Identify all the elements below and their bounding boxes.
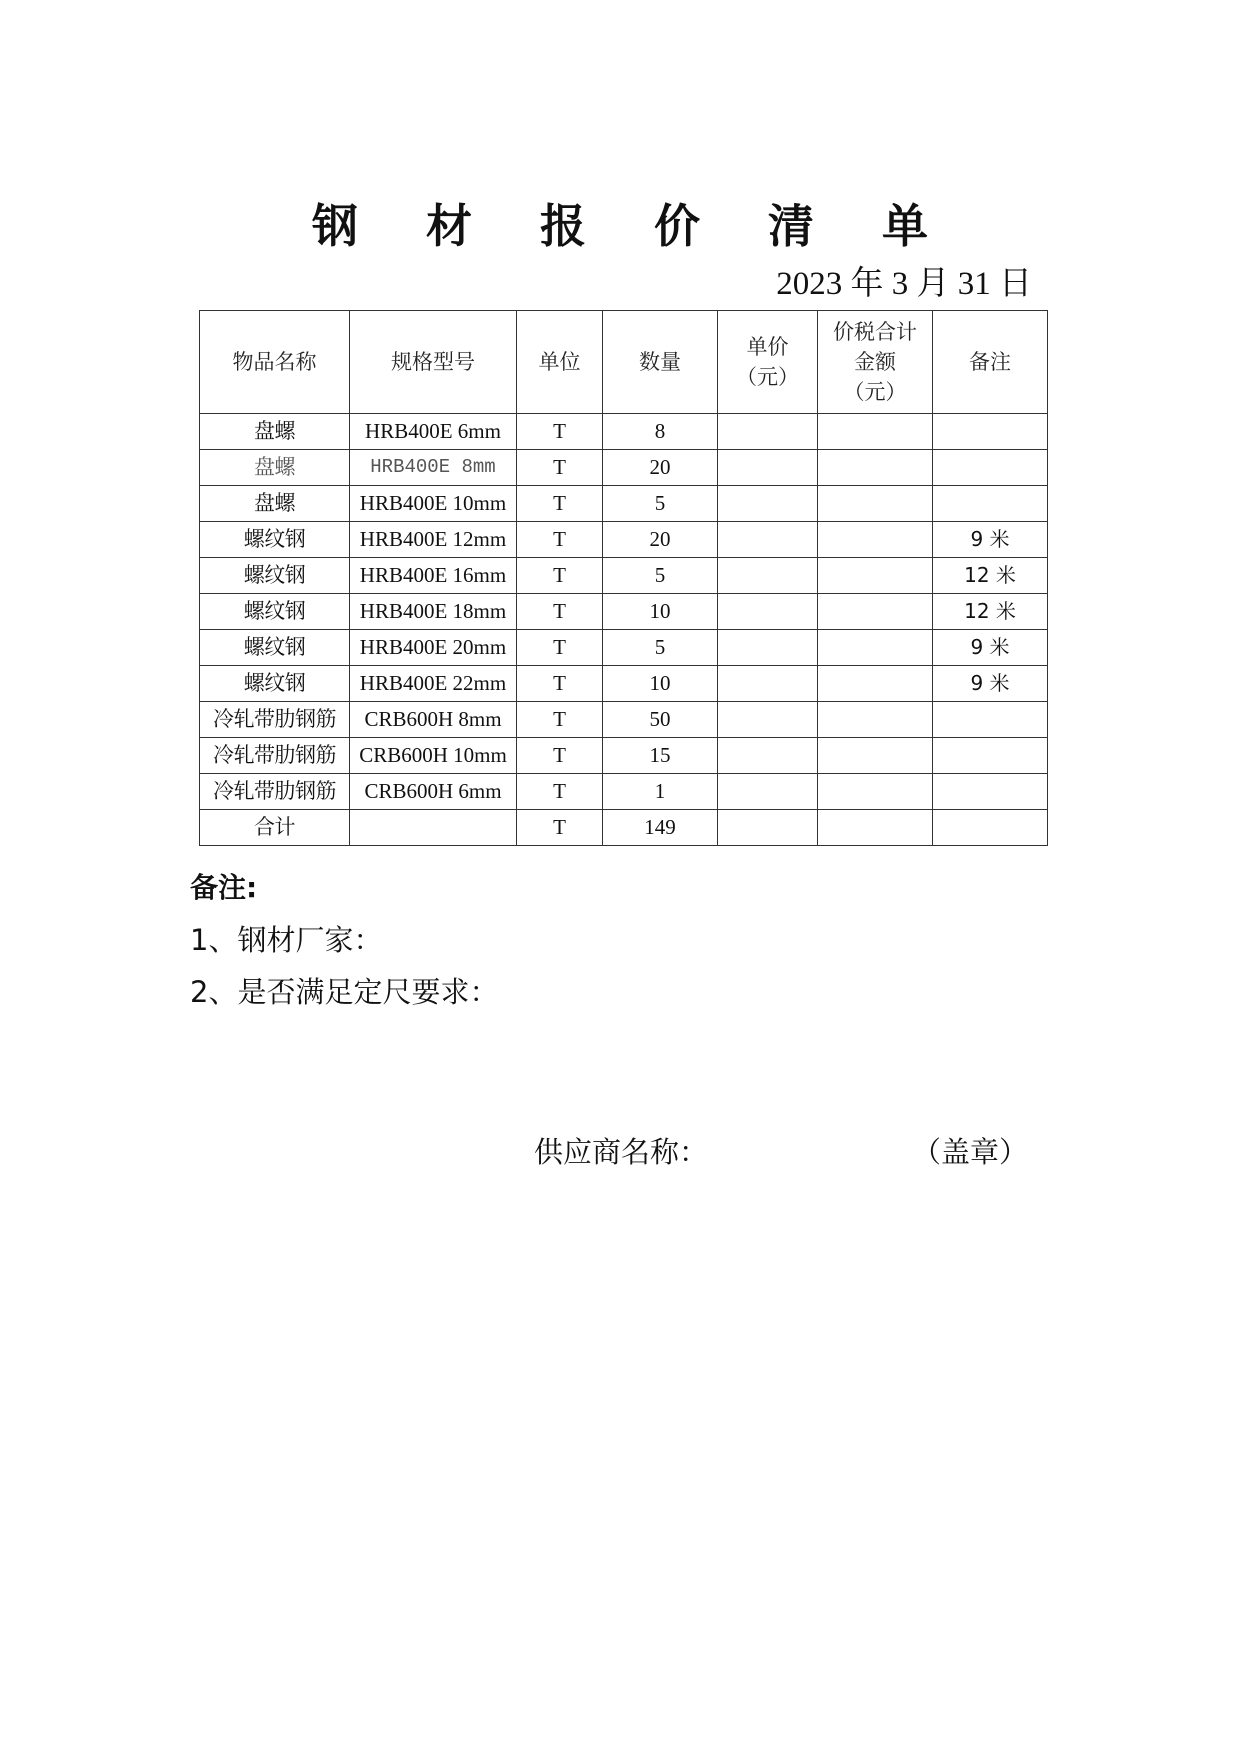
cell-unit: T [517, 594, 603, 630]
cell-name: 盘螺 [200, 486, 350, 522]
cell-remark: 12 米 [933, 558, 1048, 594]
header-total-line1: 价税合计 [833, 320, 917, 344]
cell-spec: HRB400E 10mm [350, 486, 517, 522]
cell-spec: HRB400E 22mm [350, 666, 517, 702]
cell-spec: HRB400E 12mm [350, 522, 517, 558]
cell-total [818, 738, 933, 774]
header-price-line2: （元） [736, 365, 799, 389]
remark-manufacturer: 1、钢材厂家： [190, 923, 383, 957]
cell-spec: HRB400E 16mm [350, 558, 517, 594]
cell-remark: 9 米 [933, 666, 1048, 702]
total-unit: T [517, 810, 603, 846]
cell-qty: 20 [603, 450, 718, 486]
cell-unit: T [517, 702, 603, 738]
total-amount [818, 810, 933, 846]
cell-name: 冷轧带肋钢筋 [200, 738, 350, 774]
cell-spec: HRB400E 18mm [350, 594, 517, 630]
cell-price [718, 738, 818, 774]
cell-unit: T [517, 630, 603, 666]
table-row [200, 522, 1048, 558]
cell-total [818, 558, 933, 594]
cell-unit: T [517, 450, 603, 486]
cell-qty: 5 [603, 558, 718, 594]
cell-remark [933, 414, 1048, 450]
table-row [200, 594, 1048, 630]
table-row [200, 630, 1048, 666]
cell-remark [933, 738, 1048, 774]
header-name: 物品名称 [200, 311, 350, 414]
cell-total [818, 450, 933, 486]
remark-fixed-length: 2、是否满足定尺要求： [190, 975, 499, 1009]
cell-spec: CRB600H 10mm [350, 738, 517, 774]
cell-remark: 12 米 [933, 594, 1048, 630]
cell-total [818, 594, 933, 630]
table-header-row [200, 311, 1048, 414]
cell-total [818, 414, 933, 450]
cell-spec: CRB600H 8mm [350, 702, 517, 738]
table-row [200, 666, 1048, 702]
table-row [200, 558, 1048, 594]
table-row [200, 774, 1048, 810]
cell-remark [933, 486, 1048, 522]
table-row [200, 414, 1048, 450]
cell-unit: T [517, 486, 603, 522]
cell-spec: CRB600H 6mm [350, 774, 517, 810]
cell-remark: 9 米 [933, 630, 1048, 666]
cell-name: 螺纹钢 [200, 594, 350, 630]
cell-total [818, 630, 933, 666]
cell-price [718, 414, 818, 450]
cell-qty: 10 [603, 594, 718, 630]
document-date: 2023 年 3 月 31 日 [776, 266, 1032, 302]
cell-name: 螺纹钢 [200, 522, 350, 558]
header-price [718, 311, 818, 414]
cell-qty: 8 [603, 414, 718, 450]
cell-qty: 15 [603, 738, 718, 774]
table-row [200, 738, 1048, 774]
cell-unit: T [517, 666, 603, 702]
header-remark: 备注 [933, 311, 1048, 414]
cell-price [718, 702, 818, 738]
cell-price [718, 450, 818, 486]
header-price-line1: 单价 [746, 335, 789, 359]
table-row [200, 450, 1048, 486]
supplier-name-label: 供应商名称： [534, 1135, 709, 1169]
cell-unit: T [517, 522, 603, 558]
cell-price [718, 774, 818, 810]
table-row [200, 486, 1048, 522]
total-spec [350, 810, 517, 846]
document-title: 钢 材 报 价 清 单 [311, 199, 955, 253]
header-qty: 数量 [603, 311, 718, 414]
header-total-line2: 金额 [854, 350, 896, 374]
table-row [200, 702, 1048, 738]
cell-name: 螺纹钢 [200, 630, 350, 666]
cell-price [718, 486, 818, 522]
cell-total [818, 522, 933, 558]
cell-spec: HRB400E 20mm [350, 630, 517, 666]
cell-remark [933, 774, 1048, 810]
cell-name: 盘螺 [200, 450, 350, 486]
remarks-heading: 备注: [190, 871, 258, 904]
cell-price [718, 558, 818, 594]
cell-remark [933, 702, 1048, 738]
cell-remark: 9 米 [933, 522, 1048, 558]
cell-unit: T [517, 774, 603, 810]
cell-total [818, 486, 933, 522]
cell-qty: 5 [603, 486, 718, 522]
cell-price [718, 522, 818, 558]
cell-unit: T [517, 414, 603, 450]
cell-unit: T [517, 558, 603, 594]
header-total [818, 311, 933, 414]
cell-name: 盘螺 [200, 414, 350, 450]
cell-name: 螺纹钢 [200, 666, 350, 702]
header-unit: 单位 [517, 311, 603, 414]
stamp-label: （盖章） [912, 1135, 1029, 1169]
cell-remark [933, 450, 1048, 486]
cell-price [718, 630, 818, 666]
cell-price [718, 666, 818, 702]
table-total-row [200, 810, 1048, 846]
cell-total [818, 702, 933, 738]
cell-qty: 20 [603, 522, 718, 558]
cell-qty: 10 [603, 666, 718, 702]
header-total-line3: （元） [843, 380, 907, 404]
cell-spec: HRB400E 6mm [350, 414, 517, 450]
cell-qty: 5 [603, 630, 718, 666]
total-qty: 149 [603, 810, 718, 846]
header-spec: 规格型号 [350, 311, 517, 414]
total-label: 合计 [200, 810, 350, 846]
cell-name: 螺纹钢 [200, 558, 350, 594]
cell-name: 冷轧带肋钢筋 [200, 702, 350, 738]
cell-price [718, 594, 818, 630]
cell-qty: 50 [603, 702, 718, 738]
cell-total [818, 666, 933, 702]
cell-unit: T [517, 738, 603, 774]
cell-spec: HRB400E 8mm [350, 450, 517, 486]
quote-table [199, 310, 1048, 846]
cell-total [818, 774, 933, 810]
cell-name: 冷轧带肋钢筋 [200, 774, 350, 810]
cell-qty: 1 [603, 774, 718, 810]
total-remark [933, 810, 1048, 846]
total-price [718, 810, 818, 846]
